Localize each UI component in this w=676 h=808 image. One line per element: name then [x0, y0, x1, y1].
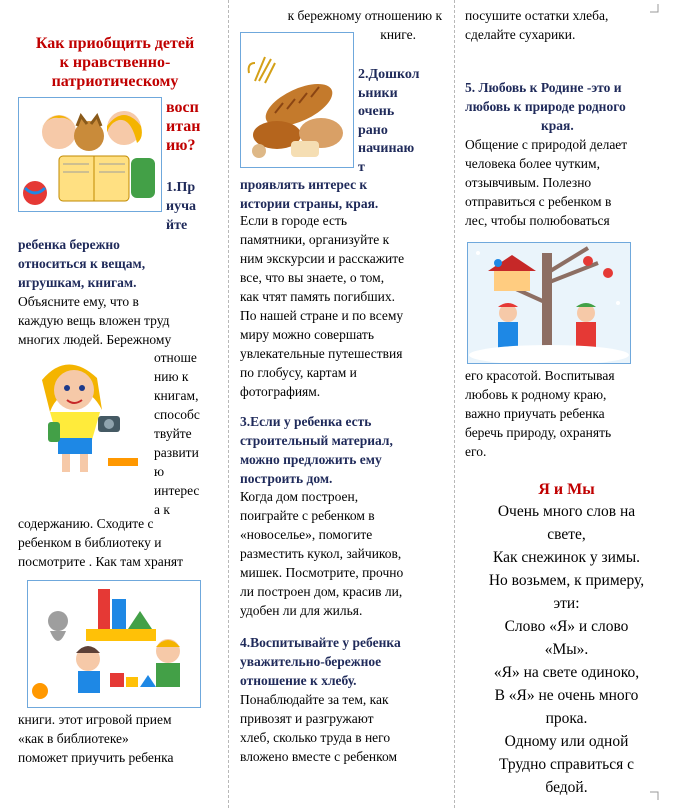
paragraph-5: Когда дом построен, поиграйте с ребенком в «новоселье», помогите разместить кукол, зайчиков, мишек. Посмотрите, прочно ли построен дом, красив ли, удобен ли для жилья. [240, 489, 404, 618]
poem-title: Я и Мы [538, 481, 595, 498]
paragraph-3: книги. этот игровой прием «как в библиотеке» поможет приучить ребенка [18, 712, 174, 765]
column-2 [232, 0, 454, 808]
poem: Очень много слов на свете, Как снежинок у зимы. Но возьмем, к примеру, эти: Слово «Я» и слово «Мы». «Я» на свете одиноко, В «Я» не очень много прока. Одному или одной Трудно справиться с бедой. [488, 503, 645, 796]
paragraph-7: Общение с природой делает человека более чутким, отзывчивым. Полезно отправиться с ребенком в лес, чтобы полюбоваться [465, 137, 628, 228]
paragraph-8: его красотой. Воспитывая любовь к родному краю, важно приучать ребенка беречь природу, охранять его. [465, 368, 615, 459]
column-divider-2 [454, 0, 455, 808]
paragraph-2: содержанию. Сходите с ребенком в библиотеку и посмотрите . Как там хранят [18, 516, 184, 569]
kids-building-blocks-image [27, 580, 201, 708]
winter-birdfeeder-image [467, 242, 631, 364]
column-1 [0, 0, 228, 808]
bread-image [240, 32, 354, 168]
main-title-side: восп итан ию? [166, 99, 201, 154]
children-reading-image [18, 97, 162, 212]
paragraph-1-side: отноше нию к книгам, способс твуйте развити ю интерес а к [154, 350, 200, 517]
heading-5: 5. Любовь к Родине -это и любовь к природе родного края. [465, 80, 626, 133]
heading-1-side: 1.Пр иуча йте [166, 180, 196, 233]
column-3 [457, 0, 676, 808]
heading-4: 4.Воспитывайте у ребенка уважительно-бережное отношение к хлебу. [240, 635, 401, 688]
heading-2: проявлять интерес к истории страны, края. [240, 177, 379, 211]
paragraph-1: Объясните ему, что в каждую вещь вложен труд многих людей. Бережному [18, 294, 172, 347]
paragraph-6: Понаблюдайте за тем, как привозят и разгружают хлеб, сколько труда в него вложено вместе с ребенком [240, 692, 398, 764]
column-2-top: к бережному отношению к книге. [287, 8, 442, 42]
column-divider-1 [228, 0, 229, 808]
paragraph-4: Если в городе есть памятники, организуйте к ним экскурсии и расскажите все, что вы знаете, о том, как чтят память погибших. По нашей стране и по всему миру можно совершать увлекательные путешествия по глобусу, картам и фотографиям. [240, 213, 405, 399]
column-3-top: посушите остатки хлеба, сделайте сухарики. [465, 8, 609, 42]
main-title: Как приобщить детей к нравственно- патриотическому [35, 35, 195, 90]
girl-with-camera-image [22, 350, 146, 480]
heading-3: 3.Если у ребенка есть строительный материал, можно предложить ему построить дом. [240, 414, 393, 486]
heading-2-side: 2.Дошкол ьники очень рано начинаю т [358, 67, 420, 175]
heading-1: ребенка бережно относиться к вещам, игрушкам, книгам. [18, 237, 146, 290]
